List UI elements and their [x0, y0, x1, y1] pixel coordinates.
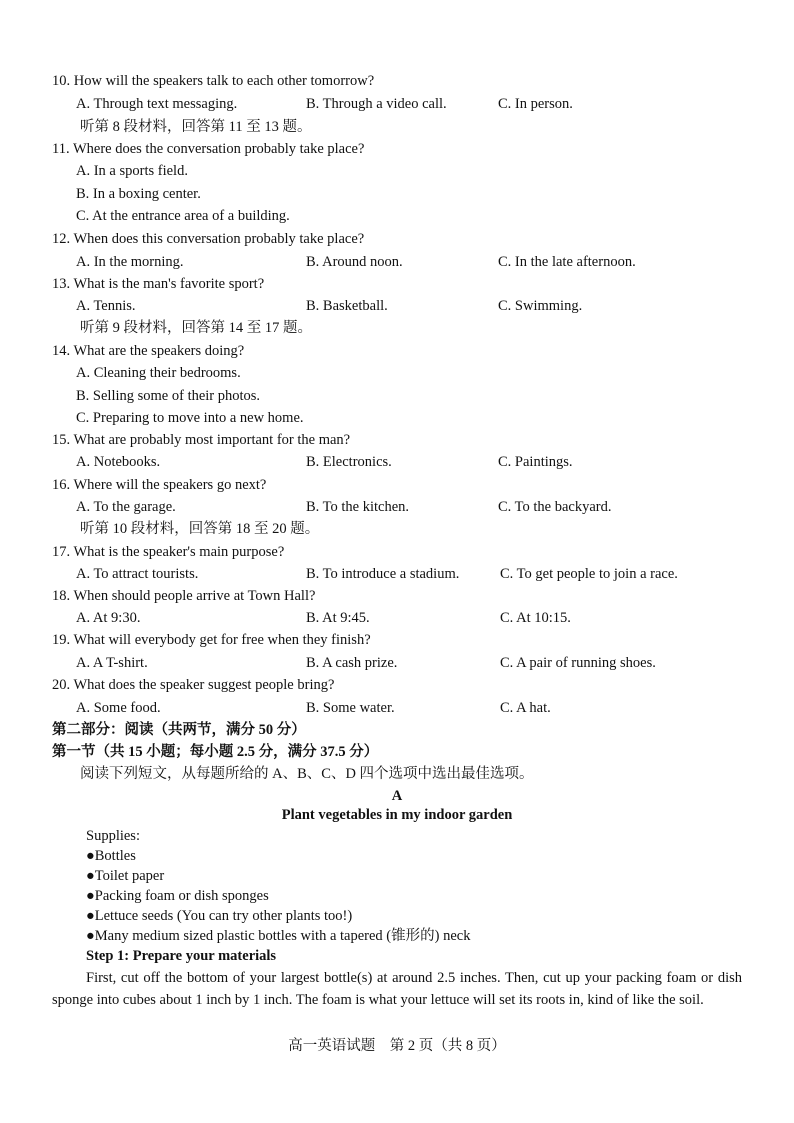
option-c: C. Swimming. [498, 298, 583, 314]
option-a: A. Tennis. [76, 298, 136, 314]
question-stem: 11. Where does the conversation probably take place? [52, 141, 365, 157]
option-a: A. Through text messaging. [76, 96, 238, 112]
question-stem: 10. How will the speakers talk to each other tomorrow? [52, 73, 375, 89]
passage-title: Plant vegetables in my indoor garden [281, 807, 513, 823]
option-a: A. In the morning. [76, 254, 184, 270]
question-stem: 13. What is the man's favorite sport? [52, 276, 265, 292]
option-a: A. A T-shirt. [76, 655, 148, 671]
option-a: A. In a sports field. [76, 163, 188, 179]
option-c: C. A hat. [500, 700, 551, 716]
option-b: B. In a boxing center. [76, 186, 201, 202]
option-a: A. Some food. [76, 700, 161, 716]
option-c: C. Paintings. [498, 454, 573, 470]
option-b: B. Selling some of their photos. [76, 388, 261, 404]
option-b: B. Electronics. [306, 454, 392, 470]
option-c: C. To the backyard. [498, 499, 612, 515]
option-c: C. In the late afternoon. [498, 254, 636, 270]
supply-item: ●Bottles [86, 848, 136, 864]
supply-item: ●Lettuce seeds (You can try other plants too!) [86, 908, 353, 924]
question-stem: 16. Where will the speakers go next? [52, 477, 267, 493]
supply-item: ●Many medium sized plastic bottles with a tapered (锥形的) neck [86, 928, 471, 944]
option-c: C. At the entrance area of a building. [76, 208, 290, 224]
option-b: B. Some water. [306, 700, 395, 716]
option-a: A. Notebooks. [76, 454, 161, 470]
option-b: B. To the kitchen. [306, 499, 410, 515]
question-stem: 15. What are probably most important for the man? [52, 432, 351, 448]
option-c: C. Preparing to move into a new home. [76, 410, 304, 426]
question-stem: 20. What does the speaker suggest people bring? [52, 677, 335, 693]
step-heading: Step 1: Prepare your materials [86, 948, 277, 964]
option-b: B. At 9:45. [306, 610, 370, 626]
option-a: A. Cleaning their bedrooms. [76, 365, 241, 381]
part-title: 第二部分：阅读（共两节，满分 50 分） [52, 722, 306, 738]
listening-material-instruction: 听第 10 段材料，回答第 18 至 20 题。 [80, 521, 320, 537]
option-b: B. Through a video call. [306, 96, 447, 112]
listening-material-instruction: 听第 8 段材料，回答第 11 至 13 题。 [80, 119, 312, 135]
question-stem: 17. What is the speaker's main purpose? [52, 544, 285, 560]
question-stem: 14. What are the speakers doing? [52, 343, 245, 359]
option-a: A. To attract tourists. [76, 566, 199, 582]
supplies-label: Supplies: [86, 828, 140, 844]
option-b: B. A cash prize. [306, 655, 398, 671]
question-stem: 19. What will everybody get for free when they finish? [52, 632, 371, 648]
supply-item: ●Packing foam or dish sponges [86, 888, 269, 904]
section-title: 第一节（共 15 小题；每小题 2.5 分，满分 37.5 分） [52, 744, 379, 760]
option-b: B. Basketball. [306, 298, 388, 314]
supply-item: ●Toilet paper [86, 868, 165, 884]
reading-instructions: 阅读下列短文，从每题所给的 A、B、C、D 四个选项中选出最佳选项。 [80, 766, 534, 782]
option-c: C. To get people to join a race. [500, 566, 678, 582]
question-stem: 12. When does this conversation probably take place? [52, 231, 365, 247]
option-b: B. To introduce a stadium. [306, 566, 460, 582]
page-footer: 高一英语试题 第 2 页（共 8 页） [288, 1038, 506, 1054]
step-paragraph: First, cut off the bottom of your largest bottle(s) at around 2.5 inches. Then, cut up your packing foam or dish sponge into cubes about 1 inch by 1 inch. The foam is what your lettuce will set its roots in, kind of like the soil. [52, 970, 742, 1008]
listening-material-instruction: 听第 9 段材料，回答第 14 至 17 题。 [80, 320, 312, 336]
option-a: A. At 9:30. [76, 610, 141, 626]
option-b: B. Around noon. [306, 254, 403, 270]
passage-letter: A [391, 788, 403, 804]
option-a: A. To the garage. [76, 499, 176, 515]
option-c: C. At 10:15. [500, 610, 571, 626]
question-stem: 18. When should people arrive at Town Hall? [52, 588, 316, 604]
option-c: C. In person. [498, 96, 573, 112]
option-c: C. A pair of running shoes. [500, 655, 656, 671]
